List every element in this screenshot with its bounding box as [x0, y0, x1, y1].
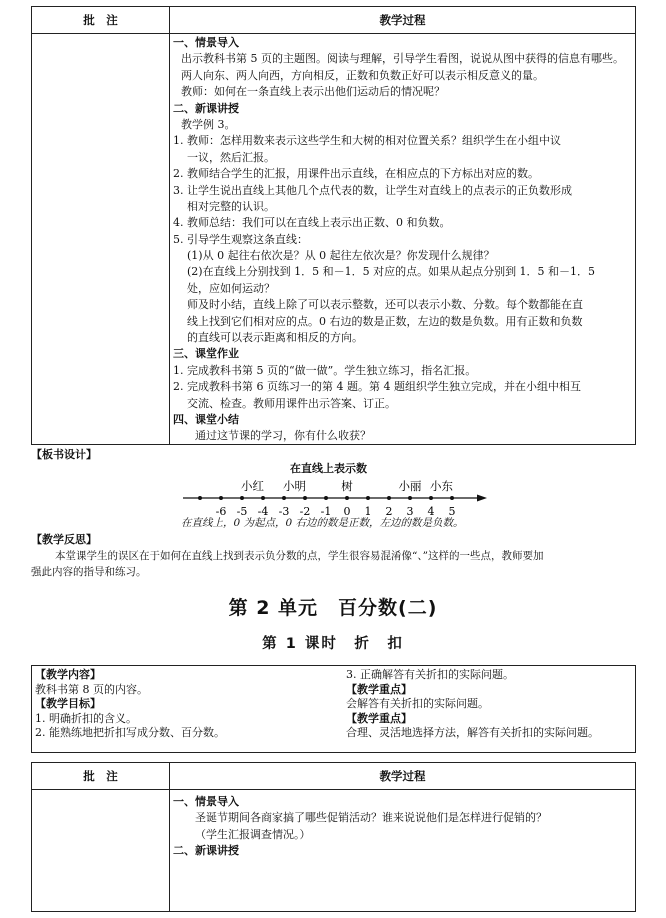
info-text: 1. 明确折扣的含义。 [35, 711, 137, 725]
section-heading: 二、新课讲授 [173, 101, 239, 115]
tick-label: 0 [343, 505, 351, 518]
tick-label: -2 [299, 505, 311, 518]
info-heading: 【教学内容】 [35, 668, 101, 681]
section-heading: 四、课堂小结 [173, 412, 239, 426]
tick-label: -6 [215, 505, 227, 518]
info-heading: 【教学重点】 [346, 711, 412, 725]
header-process: 教学过程 [379, 13, 426, 27]
tick-label: 4 [427, 505, 435, 518]
tick-label: 5 [448, 505, 456, 518]
text-line: 1. 完成教科书第 5 页的“做一做”。学生独立练习，指名汇报。 [173, 363, 477, 377]
tick-label: 2 [385, 505, 393, 518]
header-process: 教学过程 [379, 769, 426, 783]
text-line: 4. 教师总结：我们可以在直线上表示出正数、0 和负数。 [173, 216, 451, 230]
section-heading: 一、情景导入 [173, 795, 239, 808]
number-line-dot [366, 496, 370, 500]
number-line-dot [240, 496, 244, 500]
info-text: 会解答有关折扣的实际问题。 [346, 697, 489, 710]
person-label: 小东 [430, 479, 453, 493]
text-line: 3. 让学生说出直线上其他几个点代表的数，让学生对直线上的点表示的正负数形成 [173, 183, 572, 197]
board-title: 在直线上表示数 [290, 462, 367, 475]
text-line: (2)在直线上分别找到 1．5 和－1．5 对应的点。如果从起点分别到 1．5 和－1．5 [187, 265, 596, 279]
number-line-dot [324, 496, 328, 500]
text-line: 线上找到它们相对应的点。0 右边的数是正数，左边的数是负数。用有正数和负数 [187, 314, 583, 328]
reflection-heading: 【教学反思】 [31, 533, 97, 546]
tick-label: 1 [364, 505, 372, 518]
number-line-dot [219, 496, 223, 500]
board-caption: 在直线上，0 为起点，0 右边的数是正数，左边的数是负数。 [181, 517, 464, 529]
number-line-dot [429, 496, 433, 500]
tick-label: 3 [406, 505, 414, 518]
info-text: 2. 能熟练地把折扣写成分数、百分数。 [35, 726, 225, 739]
number-line-dot [345, 496, 349, 500]
number-line-dot [408, 496, 412, 500]
section-heading: 二、新课讲授 [173, 844, 239, 858]
text-line: 的直线可以表示距离和相反的方向。 [187, 331, 363, 345]
lesson-title: 第 1 课时 折 扣 [262, 636, 404, 652]
info-text: 3. 正确解答有关折扣的实际问题。 [346, 668, 514, 681]
text-line: 1. 教师：怎样用数来表示这些学生和大树的相对位置关系？组织学生在小组中议 [173, 134, 561, 148]
text-line: 5. 引导学生观察这条直线： [173, 232, 308, 246]
reflection-line-2: 强此内容的指导和练习。 [31, 566, 147, 578]
info-text: 教科书第 8 页的内容。 [35, 682, 148, 696]
text-line: 教学例 3。 [181, 117, 236, 131]
text-line: （学生汇报调查情况。） [195, 827, 311, 841]
unit-title: 第 2 单元 百分数(二) [228, 597, 438, 619]
text-line: 2. 教师结合学生的汇报，用课件出示直线，在相应点的下方标出对应的数。 [173, 167, 539, 181]
text-line: 通过这节课的学习，你有什么收获？ [195, 429, 371, 443]
number-line-dot [282, 496, 286, 500]
number-line-dot [450, 496, 454, 500]
number-line-dot [387, 496, 391, 500]
person-label: 树 [341, 479, 353, 493]
text-line: 相对完整的认识。 [187, 199, 275, 213]
teaching-process-1 [173, 35, 658, 445]
tick-label: -4 [257, 505, 269, 518]
info-right-column [346, 668, 599, 741]
text-line: 交流、检查。教师用课件出示答案、订正。 [187, 396, 396, 410]
text-line: 圣诞节期间各商家搞了哪些促销活动？谁来说说他们是怎样进行促销的？ [195, 811, 547, 825]
info-text: 合理、灵活地选择方法，解答有关折扣的实际问题。 [346, 726, 599, 739]
number-line-dot [261, 496, 265, 500]
person-label: 小丽 [398, 479, 422, 493]
header-annotation: 批 注 [83, 769, 118, 783]
number-line-dot [303, 496, 307, 500]
person-label: 小红 [241, 479, 264, 493]
info-left-column [35, 668, 225, 741]
reflection-line-1: 本堂课学生的误区在于如何在直线上找到表示负分数的点，学生很容易混淆像“、”这样的一些点，教师要加 [55, 550, 544, 562]
text-line: 处，应如何运动？ [187, 281, 275, 295]
tick-label: -1 [320, 505, 332, 518]
section-heading: 一、情景导入 [173, 36, 239, 49]
text-line: (1)从 0 起往右依次是？从 0 起往左依次是？你发现什么规律？ [187, 249, 495, 263]
text-line: 教师：如何在一条直线上表示出他们运动后的情况呢？ [181, 85, 445, 99]
column-divider [169, 7, 170, 444]
text-line: 出示教科书第 5 页的主题图。阅读与理解，引导学生看图，说说从图中获得的信息有哪些。 [181, 52, 624, 66]
text-line: 一议，然后汇报。 [187, 150, 275, 164]
teaching-process-2 [173, 794, 658, 860]
tick-label: -5 [236, 505, 248, 518]
text-line: 师及时小结，直线上除了可以表示整数，还可以表示小数、分数。每个数都能在直 [187, 298, 583, 312]
text-line: 两人向东、两人向西，方向相反，正数和负数正好可以表示相反意义的量。 [181, 68, 544, 82]
header-annotation: 批 注 [83, 13, 118, 27]
arrow-head-icon [477, 495, 487, 502]
number-line-dot [198, 496, 202, 500]
info-heading: 【教学目标】 [35, 697, 101, 710]
lesson-info-box [31, 665, 636, 753]
board-heading: 【板书设计】 [31, 448, 97, 461]
section-heading: 三、课堂作业 [173, 347, 239, 361]
text-line: 2. 完成教科书第 6 页练习一的第 4 题。第 4 题组织学生独立完成，并在小组中相互 [173, 380, 581, 394]
tick-label: -3 [278, 505, 290, 518]
person-label: 小明 [283, 479, 306, 493]
info-heading: 【教学重点】 [346, 682, 412, 696]
